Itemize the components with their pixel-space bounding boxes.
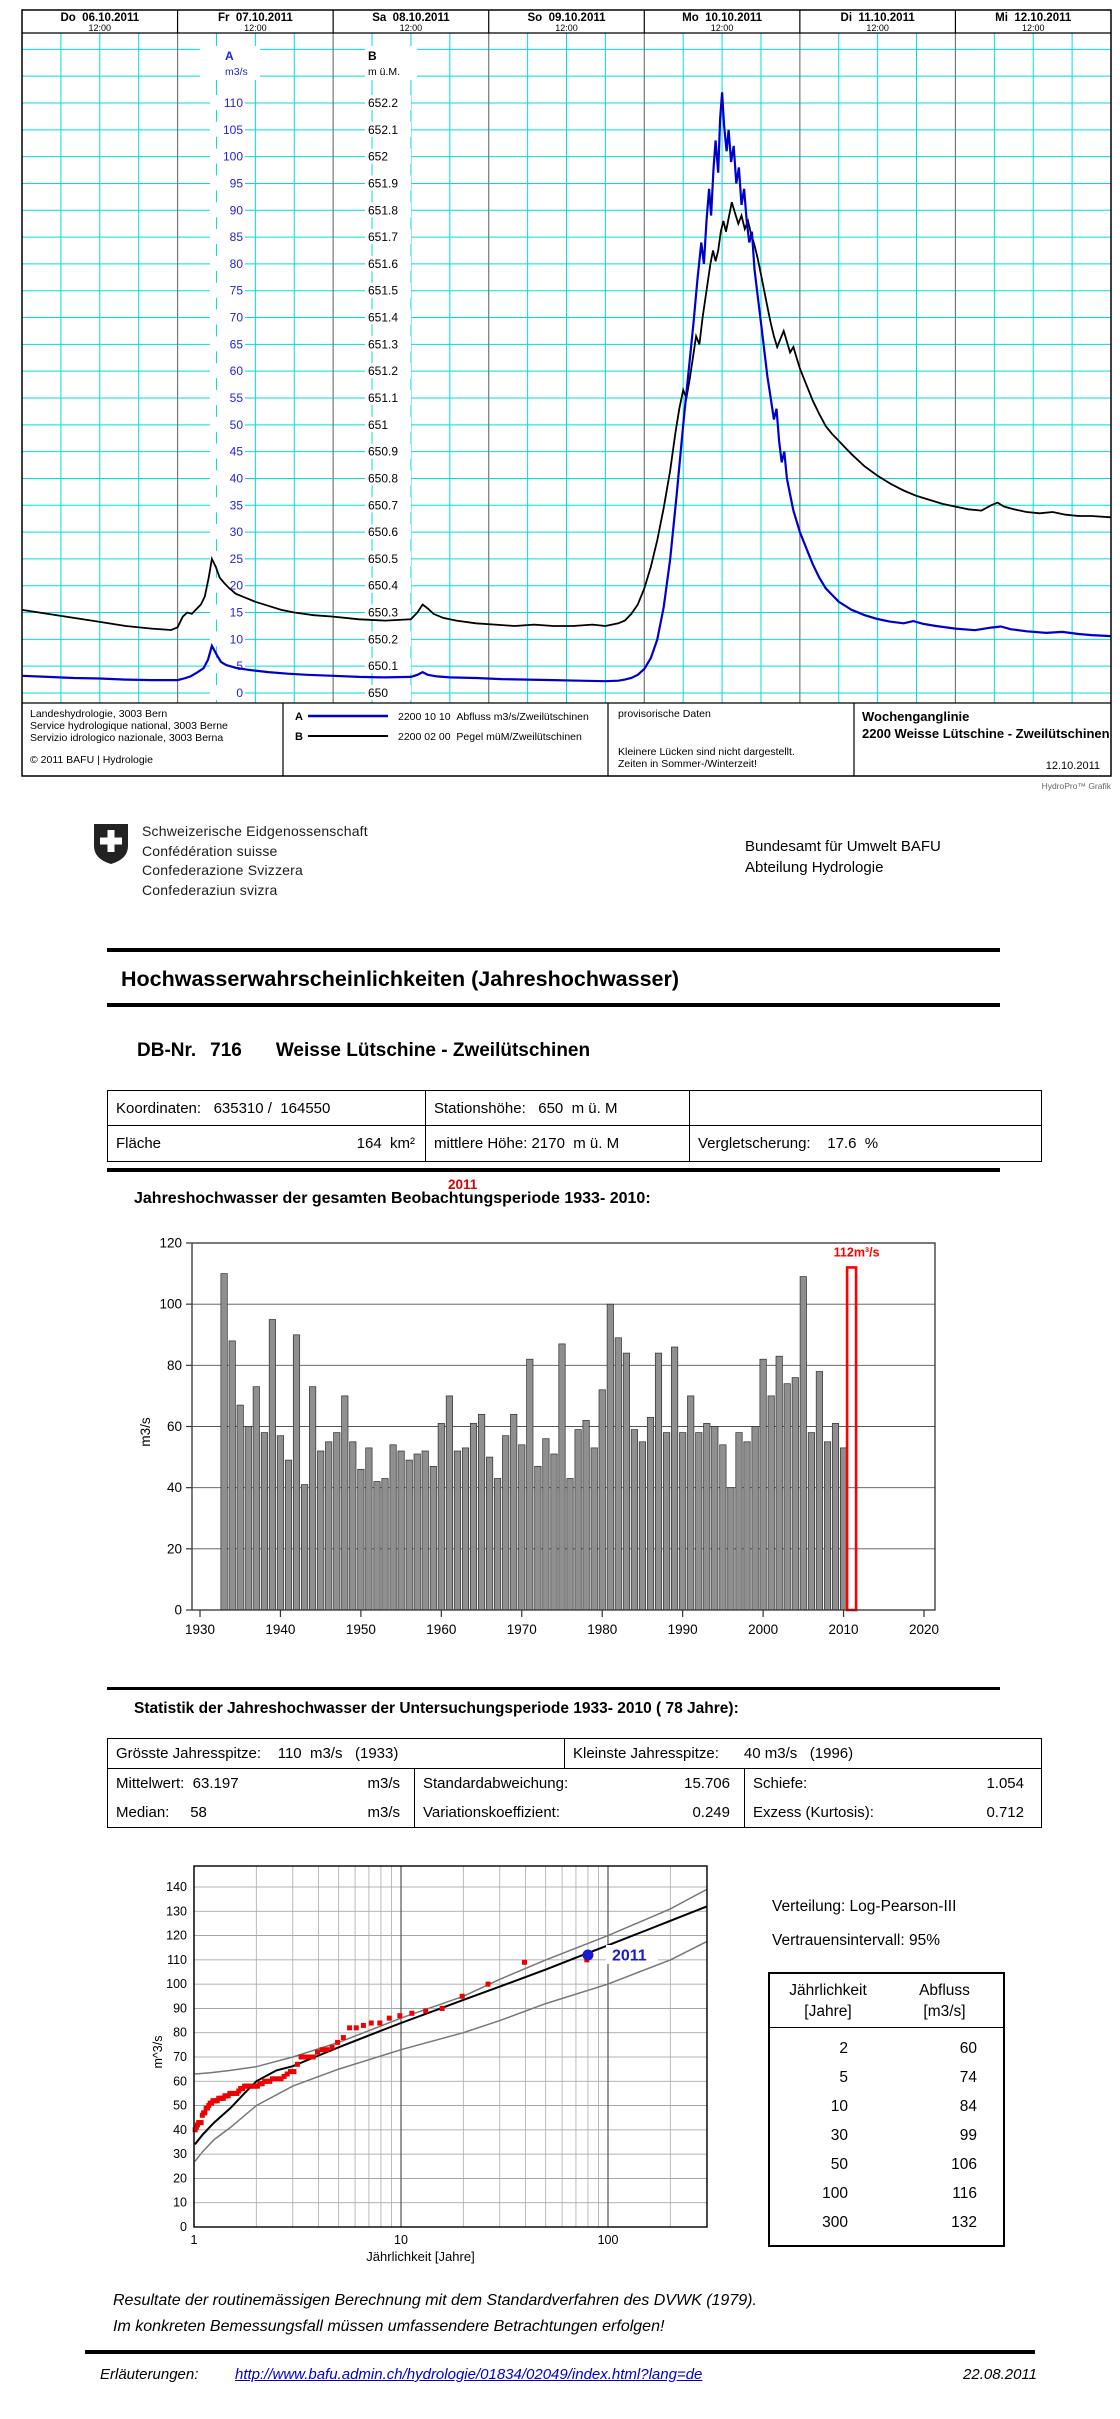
return-period-row: 300 132 xyxy=(822,2214,977,2231)
svg-text:70: 70 xyxy=(173,2050,187,2064)
svg-text:12:00: 12:00 xyxy=(866,23,889,33)
svg-text:652: 652 xyxy=(368,149,389,164)
svg-text:35: 35 xyxy=(229,498,243,513)
svg-text:90: 90 xyxy=(173,2001,187,2016)
return-period-row: 30 99 xyxy=(830,2127,977,2144)
svg-text:10: 10 xyxy=(394,2233,408,2247)
svg-text:1960: 1960 xyxy=(426,1622,457,1637)
return-period-row: 2 60 xyxy=(839,2040,977,2057)
svg-text:30: 30 xyxy=(173,2147,187,2162)
svg-text:652.2: 652.2 xyxy=(368,96,399,111)
svg-text:B: B xyxy=(295,731,303,743)
return-period-row: 100 116 xyxy=(822,2185,977,2202)
return-period-rows xyxy=(770,2028,1003,2245)
svg-text:30: 30 xyxy=(229,525,243,540)
info-empty-cell xyxy=(689,1091,1039,1125)
svg-text:15: 15 xyxy=(229,605,243,620)
svg-text:40: 40 xyxy=(229,471,243,486)
svg-text:651.6: 651.6 xyxy=(368,256,399,271)
svg-text:m3/s: m3/s xyxy=(225,66,248,78)
db-number: 716 xyxy=(210,1040,242,1061)
svg-text:55: 55 xyxy=(229,391,243,406)
svg-text:1980: 1980 xyxy=(587,1622,618,1637)
svg-text:651.4: 651.4 xyxy=(368,310,399,325)
svg-text:Di 11.10.2011: Di 11.10.2011 xyxy=(840,12,915,24)
station-line xyxy=(137,1040,590,1062)
svg-text:60: 60 xyxy=(173,2074,187,2089)
svg-text:m ü.M.: m ü.M. xyxy=(368,66,401,78)
svg-text:Sa 08.10.2011: Sa 08.10.2011 xyxy=(372,12,450,24)
swiss-coat-of-arms-icon xyxy=(93,823,129,865)
svg-text:110: 110 xyxy=(167,1952,187,1967)
stat-exzess: Exzess (Kurtosis): 0.712 xyxy=(744,1798,1038,1827)
svg-text:650.5: 650.5 xyxy=(368,551,399,566)
svg-text:650.4: 650.4 xyxy=(368,578,399,593)
info-flaeche: Fläche 164 km² xyxy=(116,1135,415,1152)
svg-text:650.9: 650.9 xyxy=(368,444,399,459)
svg-text:650.1: 650.1 xyxy=(368,659,399,674)
svg-text:651.2: 651.2 xyxy=(368,364,399,379)
stat-mittelwert: Mittelwert: 63.197 m3/s xyxy=(116,1775,400,1792)
annual-maxima-bar-chart xyxy=(0,1170,1120,1670)
stat-min: Kleinste Jahresspitze: 40 m3/s (1996) xyxy=(564,1739,1038,1768)
footer-notes xyxy=(113,2288,757,2340)
svg-text:650.7: 650.7 xyxy=(368,498,399,513)
svg-text:So 09.10.2011: So 09.10.2011 xyxy=(527,12,606,24)
svg-text:130: 130 xyxy=(166,1904,187,1919)
svg-text:70: 70 xyxy=(229,310,243,325)
svg-text:40: 40 xyxy=(173,2122,187,2137)
svg-text:10: 10 xyxy=(229,632,243,647)
svg-text:2200 02 00 Pegel müM/Zweilüts: 2200 02 00 Pegel müM/Zweilütschinen xyxy=(398,731,582,743)
weekly-hydrograph-chart xyxy=(0,0,1120,800)
svg-text:651: 651 xyxy=(368,417,389,432)
info-vergletscherung: Vergletscherung: 17.6 % xyxy=(689,1126,1039,1161)
info-stationshoehe: Stationshöhe: 650 m ü. M xyxy=(425,1091,689,1125)
return-period-row: 5 74 xyxy=(839,2069,977,2086)
svg-text:1940: 1940 xyxy=(265,1622,296,1637)
svg-text:100: 100 xyxy=(166,1977,187,1992)
svg-text:2200 Weisse Lütschine - Zweilü: 2200 Weisse Lütschine - Zweilütschinen xyxy=(862,726,1110,741)
footer-note: Resultate der routinemässigen Berechnung mit dem Standardverfahren des DVWK (1979). xyxy=(113,2292,757,2309)
svg-text:2000: 2000 xyxy=(748,1622,779,1637)
svg-text:2011: 2011 xyxy=(611,1947,647,1965)
footer-note: Im konkreten Bemessungsfall müssen umfassendere Betrachtungen erfolgen! xyxy=(113,2318,665,2335)
current-year-label: 2011 xyxy=(448,1177,478,1192)
svg-text:100: 100 xyxy=(159,1296,182,1312)
svg-text:12:00: 12:00 xyxy=(88,23,112,33)
svg-text:A: A xyxy=(225,49,234,63)
distribution-info xyxy=(772,1890,956,1958)
db-label: DB-Nr. xyxy=(137,1040,197,1061)
svg-text:0: 0 xyxy=(180,2220,187,2234)
svg-text:45: 45 xyxy=(229,444,243,459)
stat-median: Median: 58 m3/s xyxy=(116,1804,400,1821)
svg-text:Service hydrologique national,: Service hydrologique national, 3003 Berne xyxy=(30,720,228,732)
svg-text:650.6: 650.6 xyxy=(368,525,399,540)
svg-text:90: 90 xyxy=(229,203,243,218)
svg-text:2200 10 10 Abfluss m3/s/Zweil: 2200 10 10 Abfluss m3/s/Zweilütschinen xyxy=(398,711,589,723)
statistics-table xyxy=(107,1738,1042,1828)
svg-text:Landeshydrologie, 3003 Bern: Landeshydrologie, 3003 Bern xyxy=(30,708,168,720)
svg-text:75: 75 xyxy=(229,283,243,298)
stat-max: Grösste Jahresspitze: 110 m3/s (1933) xyxy=(116,1745,399,1762)
svg-text:651.5: 651.5 xyxy=(368,283,399,298)
svg-text:85: 85 xyxy=(229,230,243,245)
svg-text:652.1: 652.1 xyxy=(368,122,399,137)
stat-schiefe: Schiefe: 1.054 xyxy=(744,1769,1038,1798)
svg-text:112m³/s: 112m³/s xyxy=(833,1245,880,1260)
svg-text:651.3: 651.3 xyxy=(368,337,399,352)
svg-text:651.8: 651.8 xyxy=(368,203,399,218)
svg-text:20: 20 xyxy=(173,2171,187,2186)
stat-variationskoeffizient: Variationskoeffizient: 0.249 xyxy=(414,1798,744,1827)
return-period-header: Jährlichkeit [Jahre] xyxy=(789,1982,867,2020)
page-title: Hochwasserwahrscheinlichkeiten (Jahreshochwasser) xyxy=(121,967,680,991)
bar-chart-title: Jahreshochwasser der gesamten Beobachtungsperiode 1933- 2010: xyxy=(134,1190,651,1207)
footer-date: 22.08.2011 xyxy=(963,2366,1037,2383)
discharge-header: Abfluss [m3/s] xyxy=(919,1982,970,2020)
svg-text:25: 25 xyxy=(229,551,243,566)
svg-text:80: 80 xyxy=(173,2025,187,2040)
svg-text:80: 80 xyxy=(166,1357,182,1373)
logo-line: Confederazione Svizzera xyxy=(142,862,304,878)
svg-text:10: 10 xyxy=(173,2195,187,2210)
svg-text:Mo 10.10.2011: Mo 10.10.2011 xyxy=(682,12,763,24)
svg-text:50: 50 xyxy=(229,417,243,432)
logo-line: Confederaziun svizra xyxy=(142,881,278,898)
confederation-wordmark xyxy=(142,822,368,900)
svg-text:20: 20 xyxy=(229,578,243,593)
svg-text:60: 60 xyxy=(229,364,243,379)
svg-text:2010: 2010 xyxy=(828,1622,859,1637)
svg-text:m^3/s: m^3/s xyxy=(151,2035,165,2069)
svg-text:105: 105 xyxy=(222,122,243,137)
svg-text:650.2: 650.2 xyxy=(368,632,399,647)
svg-text:Do 06.10.2011: Do 06.10.2011 xyxy=(60,12,140,24)
svg-text:40: 40 xyxy=(166,1480,182,1496)
statistics-title: Statistik der Jahreshochwasser der Untersuchungsperiode 1933- 2010 ( 78 Jahre): xyxy=(134,1700,739,1717)
svg-text:110: 110 xyxy=(223,96,243,111)
svg-text:1950: 1950 xyxy=(345,1622,376,1637)
info-mittlere-hoehe: mittlere Höhe: 2170 m ü. M xyxy=(425,1126,689,1161)
svg-text:651.7: 651.7 xyxy=(368,230,399,245)
station-name: Weisse Lütschine - Zweilütschinen xyxy=(275,1040,591,1061)
svg-text:650.3: 650.3 xyxy=(368,605,399,620)
main-title-block xyxy=(107,948,1000,1007)
svg-text:Fr 07.10.2011: Fr 07.10.2011 xyxy=(217,12,293,24)
svg-text:12:00: 12:00 xyxy=(555,23,578,33)
svg-text:65: 65 xyxy=(229,337,243,352)
svg-text:2020: 2020 xyxy=(908,1622,940,1637)
svg-text:Zeiten in Sommer-/Winterzeit!: Zeiten in Sommer-/Winterzeit! xyxy=(618,758,757,770)
logo-line: Schweizerische Eidgenossenschaft xyxy=(142,823,368,839)
svg-text:HydroPro™ Grafik: HydroPro™ Grafik xyxy=(1041,781,1111,791)
return-period-row: 50 106 xyxy=(830,2156,977,2173)
svg-text:12:00: 12:00 xyxy=(244,23,267,33)
svg-text:1: 1 xyxy=(190,2233,198,2247)
svg-text:650: 650 xyxy=(368,686,389,700)
explanations-label: Erläuterungen: xyxy=(100,2366,199,2383)
svg-text:Kleinere Lücken sind nicht dar: Kleinere Lücken sind nicht dargestellt. xyxy=(618,746,795,758)
footer-rule xyxy=(85,2350,1035,2354)
svg-text:1990: 1990 xyxy=(667,1622,698,1637)
svg-text:A: A xyxy=(295,711,303,723)
svg-text:1970: 1970 xyxy=(506,1622,537,1637)
logo-line: Confédération suisse xyxy=(142,842,278,859)
return-period-row: 10 84 xyxy=(830,2098,977,2115)
confidence-interval: Vertrauensintervall: 95% xyxy=(772,1932,941,1949)
svg-text:B: B xyxy=(368,49,377,63)
svg-text:12:00: 12:00 xyxy=(1021,23,1045,33)
explanations-link[interactable]: http://www.bafu.admin.ch/hydrologie/01834/02049/index.html?lang=de xyxy=(235,2366,703,2383)
svg-text:20: 20 xyxy=(166,1541,182,1557)
svg-text:5: 5 xyxy=(236,659,243,674)
svg-text:140: 140 xyxy=(166,1880,187,1894)
svg-text:12:00: 12:00 xyxy=(710,23,734,33)
svg-text:Mi 12.10.2011: Mi 12.10.2011 xyxy=(995,12,1072,24)
return-period-table xyxy=(768,1972,1005,2247)
svg-text:12.10.2011: 12.10.2011 xyxy=(1045,760,1100,772)
svg-text:0: 0 xyxy=(174,1602,182,1618)
svg-text:650.8: 650.8 xyxy=(368,471,399,486)
stat-standardabweichung: Standardabweichung: 15.706 xyxy=(414,1769,744,1798)
svg-text:60: 60 xyxy=(166,1419,182,1434)
separator-rule xyxy=(107,1687,1000,1690)
svg-text:Wochenganglinie: Wochenganglinie xyxy=(862,709,970,724)
svg-text:80: 80 xyxy=(229,256,243,271)
svg-text:Jährlichkeit [Jahre]: Jährlichkeit [Jahre] xyxy=(366,2249,475,2264)
svg-text:651.9: 651.9 xyxy=(368,176,399,191)
office-name: Bundesamt für Umwelt BAFU xyxy=(745,838,941,855)
office-department: Abteilung Hydrologie xyxy=(745,859,884,876)
svg-text:50: 50 xyxy=(173,2098,187,2113)
svg-text:provisorische Daten: provisorische Daten xyxy=(618,708,711,720)
svg-text:120: 120 xyxy=(166,1928,187,1943)
svg-text:0: 0 xyxy=(236,686,243,700)
svg-text:100: 100 xyxy=(597,2233,619,2247)
svg-text:Servizio idrologico nazionale,: Servizio idrologico nazionale, 3003 Berna xyxy=(30,732,224,744)
svg-text:95: 95 xyxy=(229,176,243,191)
svg-text:12:00: 12:00 xyxy=(399,23,423,33)
station-info-table xyxy=(107,1090,1042,1162)
svg-text:120: 120 xyxy=(159,1235,182,1251)
svg-text:© 2011 BAFU | Hydrologie: © 2011 BAFU | Hydrologie xyxy=(30,754,153,766)
office-block xyxy=(745,836,941,878)
info-koordinaten: Koordinaten: 635310 / 164550 xyxy=(116,1099,331,1117)
svg-text:1930: 1930 xyxy=(184,1622,216,1637)
svg-text:100: 100 xyxy=(222,149,243,164)
svg-text:m3/s: m3/s xyxy=(138,1417,153,1447)
distribution-type: Verteilung: Log-Pearson-III xyxy=(772,1898,957,1915)
svg-text:651.1: 651.1 xyxy=(368,391,399,406)
